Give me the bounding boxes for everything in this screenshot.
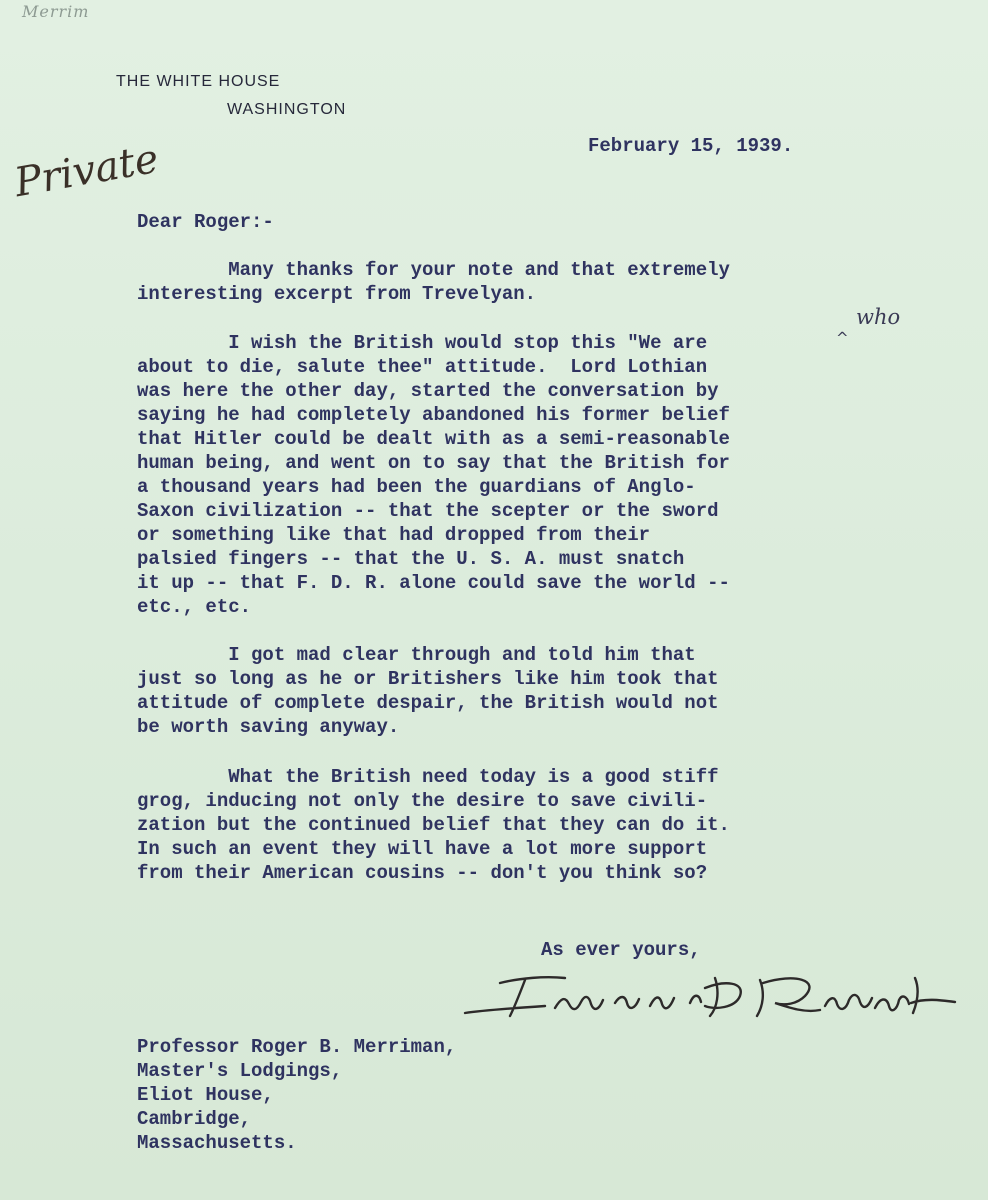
letterhead-title: THE WHITE HOUSE (116, 73, 281, 90)
paragraph-1: Many thanks for your note and that extremely interesting excerpt from Trevelyan. (137, 259, 730, 305)
paragraph-3: I got mad clear through and told him that just so long as he or Britishers like him took that attitude of complete despair, the British would not be worth saving anyway. (137, 644, 719, 738)
pencil-note: Merrim (22, 2, 90, 21)
inserted-word-annotation: who (856, 305, 901, 329)
recipient-address: Professor Roger B. Merriman, Master's Lodgings, Eliot House, Cambridge, Massachusetts. (137, 1036, 457, 1154)
paragraph-4: What the British need today is a good stiff grog, inducing not only the desire to save civili- zation but the continued belief that they can do it. In such an event they will have a lot more support from their American cousins -- don't you think so? (137, 766, 730, 884)
letter-date: February 15, 1939. (588, 135, 794, 157)
signature (425, 958, 985, 1028)
salutation: Dear Roger:- (137, 211, 274, 233)
closing: As ever yours, (541, 939, 701, 961)
private-annotation: Private (11, 135, 162, 207)
letterhead-city: WASHINGTON (227, 101, 347, 118)
caret-mark-icon: ^ (836, 329, 849, 347)
paragraph-2: I wish the British would stop this "We are about to die, salute thee" attitude. Lord Lothian was here the other day, started the conversation by saying he had completely abandoned his former belief that Hitler could be dealt with as a semi-reasonable human being, and went on to say that the British for a thousand years had been the guardians of Anglo- Saxon civilization -- that the scepter or the sword or something like that had dropped from their palsied fingers -- that the U. S. A. must snatch it up -- that F. D. R. alone could save the world -- etc., etc. (137, 332, 730, 618)
